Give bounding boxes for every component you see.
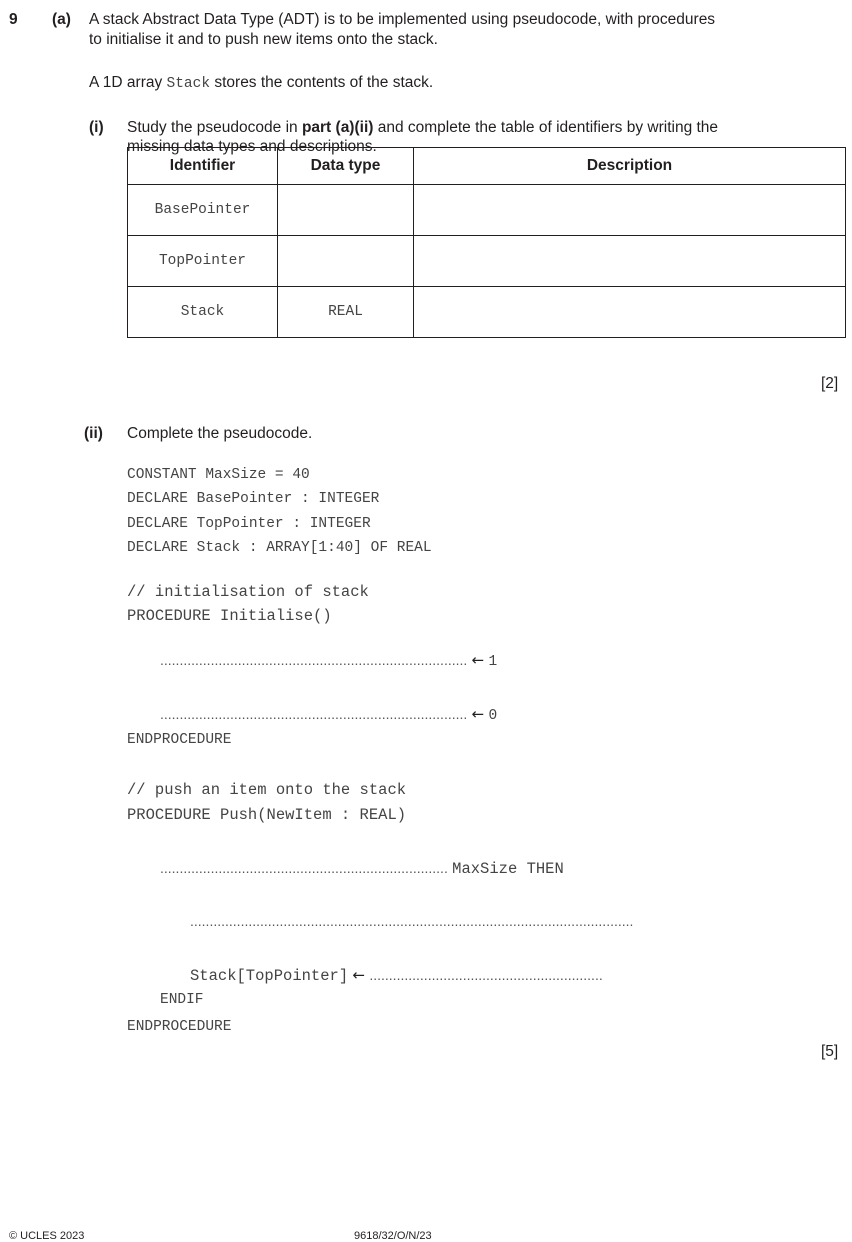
code-fragment: MaxSize THEN	[452, 860, 564, 878]
code-line: DECLARE Stack : ARRAY[1:40] OF REAL	[127, 540, 432, 556]
code-line: ENDIF	[160, 992, 204, 1008]
header-identifier: Identifier	[128, 148, 278, 185]
cell-identifier: TopPointer	[128, 236, 278, 287]
array-description-post: stores the contents of the stack.	[210, 74, 434, 91]
intro-text-line-1: A stack Abstract Data Type (ADT) is to be implemented using pseudocode, with procedures	[89, 11, 716, 28]
part-ii-marks: [5]	[821, 1043, 839, 1060]
cell-data-type[interactable]	[278, 236, 414, 287]
array-name: Stack	[166, 76, 211, 92]
question-part-label: (a)	[52, 11, 71, 28]
answer-blank[interactable]: ..........................................................................	[160, 860, 448, 876]
array-description-pre: A 1D array	[89, 74, 167, 91]
part-i-label: (i)	[89, 119, 104, 136]
code-comment: // initialisation of stack	[127, 583, 369, 601]
code-line: ENDPROCEDURE	[127, 732, 232, 748]
table-row	[128, 236, 846, 287]
table-header-row	[128, 148, 846, 185]
part-i-text-post: and complete the table of identifiers by writing the	[373, 119, 719, 136]
answer-blank[interactable]: ...............................................................................	[160, 652, 468, 668]
assignment-arrow-icon: ←	[352, 966, 366, 984]
code-line: PROCEDURE Initialise()	[127, 607, 332, 625]
part-i-marks: [2]	[821, 375, 839, 392]
answer-blank[interactable]: ............................................................	[369, 967, 603, 983]
identifier-table	[127, 147, 846, 338]
answer-blank[interactable]: ..................................................................................................................	[190, 913, 634, 929]
footer-copyright: © UCLES 2023	[9, 1230, 85, 1242]
part-i-instruction-line-1	[127, 119, 718, 137]
cell-identifier: Stack	[128, 287, 278, 338]
cell-data-type[interactable]	[278, 185, 414, 236]
code-line: DECLARE BasePointer : INTEGER	[127, 491, 380, 507]
cell-identifier: BasePointer	[128, 185, 278, 236]
assignment-arrow-icon: ←	[471, 651, 485, 669]
code-line: ENDPROCEDURE	[127, 1019, 232, 1035]
code-line-blank-1	[160, 651, 497, 670]
assigned-value: 0	[488, 708, 498, 724]
question-number: 9	[9, 11, 18, 28]
part-ii-instruction: Complete the pseudocode.	[127, 425, 313, 442]
cell-description[interactable]	[414, 287, 846, 338]
code-fragment: Stack[TopPointer]	[190, 967, 349, 985]
part-i-text-pre: Study the pseudocode in	[127, 119, 302, 136]
footer-paper-code: 9618/32/O/N/23	[354, 1230, 432, 1242]
header-description: Description	[414, 148, 846, 185]
table-row	[128, 287, 846, 338]
code-line-blank-5	[190, 966, 603, 985]
array-description	[89, 74, 433, 92]
part-i-instruction-line-2: missing data types and descriptions.	[127, 138, 377, 155]
header-data-type: Data type	[278, 148, 414, 185]
table-row	[128, 185, 846, 236]
code-line-blank-3	[160, 860, 564, 878]
code-line: PROCEDURE Push(NewItem : REAL)	[127, 806, 407, 824]
code-line-blank-4	[190, 913, 633, 931]
intro-text-line-2: to initialise it and to push new items onto the stack.	[89, 31, 438, 48]
assignment-arrow-icon: ←	[471, 705, 485, 723]
code-line-blank-2	[160, 705, 497, 724]
code-line: CONSTANT MaxSize = 40	[127, 467, 310, 483]
cell-description[interactable]	[414, 236, 846, 287]
code-line: DECLARE TopPointer : INTEGER	[127, 516, 371, 532]
cell-description[interactable]	[414, 185, 846, 236]
part-ii-label: (ii)	[84, 425, 103, 442]
part-i-reference: part (a)(ii)	[301, 119, 374, 136]
cell-data-type: REAL	[278, 287, 414, 338]
answer-blank[interactable]: ...............................................................................	[160, 706, 468, 722]
code-comment: // push an item onto the stack	[127, 781, 407, 799]
assigned-value: 1	[488, 654, 498, 670]
